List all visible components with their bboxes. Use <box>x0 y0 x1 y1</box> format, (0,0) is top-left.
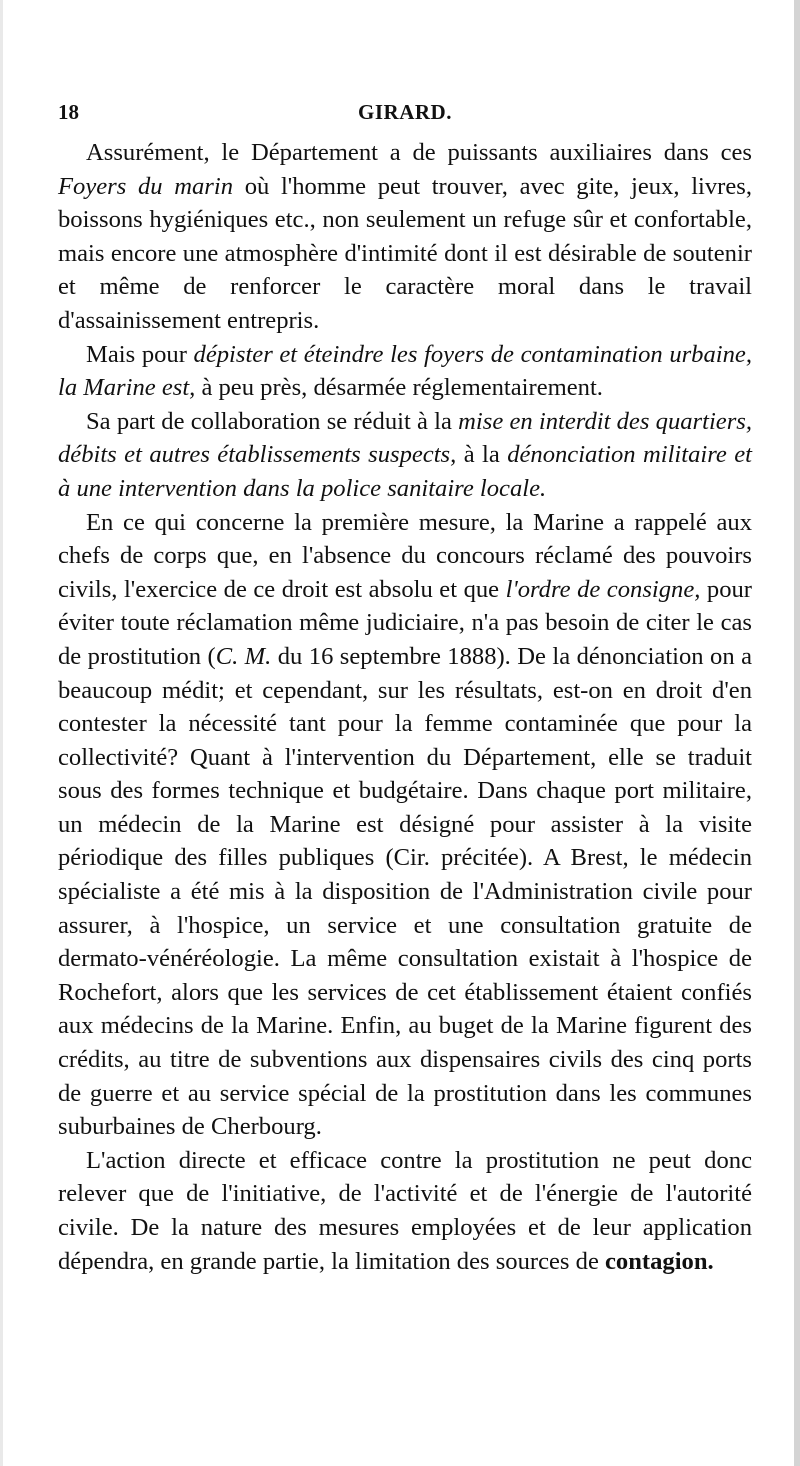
body-text <box>58 136 752 1278</box>
text-run: où l'homme peut trouver, avec gite, jeux, livres, boissons hygiéniques etc., non seulement un refuge sûr et confortable, mais encore une atmosphère d'intimité dont il est désirable de soutenir et même de renforcer le caractère moral dans le travail d'assainissement entrepris. <box>58 172 752 334</box>
text-run: à la <box>456 441 508 469</box>
italic-run: l'ordre de consigne, <box>505 575 701 603</box>
text-run: Mais pour <box>86 340 194 368</box>
page-number: 18 <box>58 100 79 124</box>
paragraph <box>58 506 752 1144</box>
italic-run: C. M. <box>215 642 272 670</box>
text-run: pour éviter toute réclamation même judiciaire, n'a pas besoin de citer le cas de prostitution ( <box>58 575 752 670</box>
bold-run: contagion. <box>605 1247 714 1275</box>
text-run: L'action directe et efficace contre la prostitution ne peut donc relever que de l'initiative, de l'activité et de l'énergie de l'autorité civile. De la nature des mesures employées et de leur application dépendra, en grande partie, la limitation des sources de <box>58 1146 752 1275</box>
text-run: Assurément, le Département a de puissants auxiliaires dans ces <box>86 139 752 166</box>
page-edge-right <box>794 0 800 1466</box>
paragraph <box>58 1144 752 1278</box>
text-run: Sa part de collaboration se réduit à la <box>86 407 459 435</box>
paragraph <box>58 136 752 338</box>
paragraph <box>58 405 752 506</box>
running-title: GIRARD. <box>358 100 452 124</box>
text-run: En ce qui concerne la première mesure, la Marine a rappelé aux chefs de corps que, en l'absence du concours réclamé des pouvoirs civils, l'exercice de ce droit est absolu et que <box>58 508 752 603</box>
paragraph <box>58 338 752 405</box>
italic-run: dénonciation militaire et à une intervention dans la police sanitaire locale. <box>58 441 752 502</box>
italic-run: mise en interdit des quartiers, débits et autres établissements suspects, <box>58 407 752 469</box>
book-page <box>58 100 752 1278</box>
italic-run: dépister et éteindre les foyers de contamination urbaine, la Marine est, <box>58 340 752 402</box>
page-edge-left <box>0 0 3 1466</box>
italic-run: Foyers du marin <box>58 172 234 200</box>
text-run: du 16 septembre 1888). De la dénonciation on a beaucoup médit; et cependant, sur les résultats, est-on en droit d'en contester la nécessité tant pour la femme contaminée que pour la collectivité? Quant à l'intervention du Département, elle se traduit sous des formes technique et budgétaire. Dans chaque port militaire, un médecin de la Marine est désigné pour assister à la visite périodique des filles publiques (Cir. précitée). A Brest, le médecin spécialiste a été mis à la disposition de l'Administration civile pour assurer, à l'hospice, un service et une consultation gratuite de dermato-vénéréologie. La même consultation existait à l'hospice de Rochefort, alors que les services de cet établissement étaient confiés aux médecins de la Marine. Enfin, au buget de la Marine figurent des crédits, au titre de subventions aux dispensaires civils des cinq ports de guerre et au service spécial de la prostitution dans les communes suburbaines de Cherbourg. <box>58 642 752 1141</box>
text-run: à peu près, désarmée réglementairement. <box>195 374 603 402</box>
page-header <box>58 100 752 136</box>
